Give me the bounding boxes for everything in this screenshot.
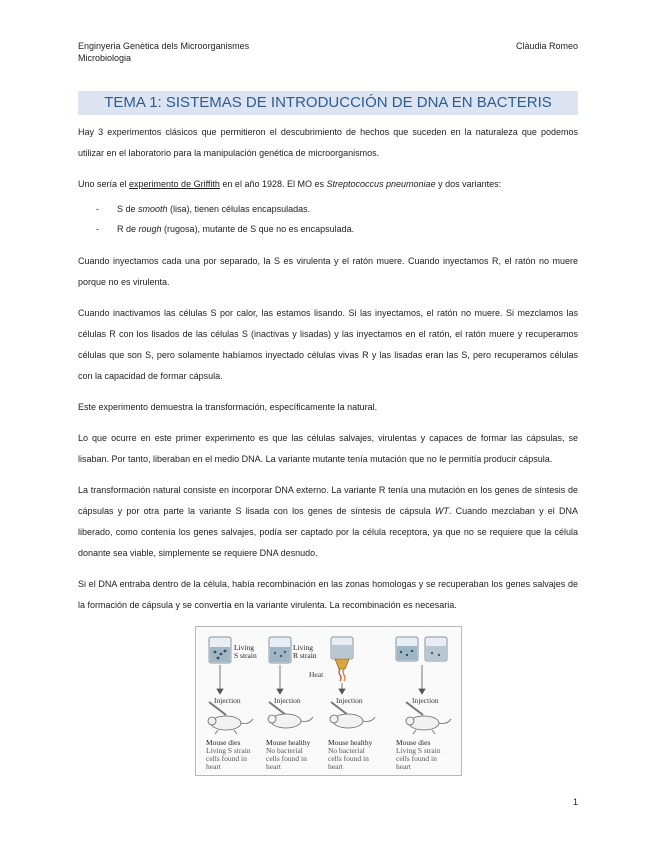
section-title: TEMA 1: SISTEMAS DE INTRODUCCIÓN DE DNA EN BACTERIS (78, 91, 578, 115)
paragraph-inactivation: Cuando inactivamos las células S por calor, las estamos lisando. Si las inyectamos, el ratón no muere. Si mezclamos las células R con los lisados de las células S (inactivas y lisadas) y las inyectamos en el ratón, el ratón muere y recuperamos células que son S, pero solamente habíamos inyectado células vivas R y las lisadas eran las S, pero recuperamos células con la capacidad de formar cápsula. (78, 308, 578, 381)
paragraph-text: en el año 1928. El MO es (219, 179, 327, 189)
paragraph-griffith (78, 174, 578, 195)
paragraph-lysis: Lo que ocurre en este primer experimento es que las células salvajes, virulentas y capaces de formar las cápsulas, se lisaban. Por tanto, liberaban en el medio DNA. La variante mutante tenía mutación que no le permitía producir cápsula. (78, 433, 578, 464)
beaker-heat-killed-s-icon (331, 637, 353, 681)
figure-label-s-strain (234, 644, 257, 660)
griffith-link[interactable]: experimento de Griffith (129, 179, 220, 189)
list-text: S de (117, 204, 139, 214)
list-text-italic: rough (138, 224, 162, 234)
paragraph-text: y dos variantes: (435, 179, 502, 189)
species-name: Streptococcus pneumoniae (326, 179, 436, 189)
list-text: (rugosa), mutante de S que no es encapsulada. (161, 224, 355, 234)
paragraph-text: La transformación natural consiste en incorporar DNA externo. La variante R tenía una mutación en los genes de síntesis de cápsulas y por otra parte la variante S lisada con los genes de síntesis de cápsula (78, 485, 578, 516)
result-outcome: Mouse dies (396, 738, 431, 747)
figure-label-r-strain (293, 644, 317, 660)
result-line: No bacterial (328, 746, 365, 755)
result-line: heart (266, 762, 281, 771)
beaker-mixture-icon (396, 637, 447, 661)
result-line: heart (396, 762, 411, 771)
result-line: heart (328, 762, 343, 771)
figure-label-line: Living (234, 643, 254, 652)
result-line: cells found in (266, 754, 307, 763)
figure-label-injection: Injection (412, 696, 439, 705)
figure-result (396, 739, 452, 771)
beaker-r-strain-icon (269, 637, 291, 663)
paragraph-conclusion: Este experimento demuestra la transformación, específicamente la natural. (78, 402, 378, 412)
result-line: No bacterial (266, 746, 303, 755)
figure-label-heat: Heat (309, 670, 324, 679)
figure-result (266, 739, 322, 771)
paragraph-transformation (78, 480, 578, 564)
page-number: 1 (572, 797, 578, 807)
paragraph-injection: Cuando inyectamos cada una por separado, la S es virulenta y el ratón muere. Cuando inyectamos R, el ratón no muere porque no es virulenta. (78, 256, 578, 287)
figure-label-line: Living (293, 643, 313, 652)
mouse-healthy-icon (268, 714, 313, 728)
mouse-healthy-icon (330, 714, 375, 728)
result-outcome: Mouse healthy (328, 738, 373, 747)
paragraph-recombination: Si el DNA entraba dentro de la célula, había recombinación en las zonas homologas y se recuperaban los genes salvajes de la formación de cápsula y se convertía en la variante virulenta. La recombinación es necesaria. (78, 579, 578, 610)
result-line: Living S strain (396, 746, 441, 755)
result-line: cells found in (206, 754, 247, 763)
paragraph-text-italic: WT (434, 506, 449, 516)
subject-name: Microbiologia (78, 53, 132, 63)
figure-result (328, 739, 384, 771)
figure-label-line: S strain (234, 651, 257, 660)
list-text: R de (117, 224, 139, 234)
figure-result (206, 739, 262, 771)
result-line: cells found in (328, 754, 369, 763)
variant-list (78, 199, 578, 239)
mouse-dead-icon (406, 716, 451, 734)
beaker-s-strain-icon (209, 637, 231, 663)
figure-label-line: R strain (293, 651, 317, 660)
result-outcome: Mouse healthy (266, 738, 311, 747)
griffith-experiment-figure (195, 626, 462, 776)
list-text: (lisa), tienen células encapsuladas. (167, 204, 311, 214)
paragraph-text: . Cuando mezclaban y el DNA liberado, como contenía los genes salvajes, podía ser captado por la célula receptora, ya que no se requiere que la célula donante sea viable, simplemente se requiere DNA desnudo. (78, 506, 578, 558)
author-name: Clàudia Romeo (515, 41, 578, 51)
syringe-icon (209, 702, 423, 715)
list-item (78, 199, 578, 219)
result-outcome: Mouse dies (206, 738, 241, 747)
figure-label-injection: Injection (214, 696, 241, 705)
list-item (78, 219, 578, 239)
result-line: cells found in (396, 754, 437, 763)
paragraph-text: Uno sería el (78, 179, 130, 189)
document-header-left (78, 40, 249, 64)
result-line: Living S strain (206, 746, 251, 755)
figure-label-injection: Injection (274, 696, 301, 705)
paragraph-intro: Hay 3 experimentos clásicos que permitieron el descubrimiento de hechos que suceden en la naturaleza que podemos utilizar en el laboratorio para la manipulación genética de microorganismos. (78, 127, 578, 158)
list-text-italic: smooth (138, 204, 168, 214)
figure-label-injection: Injection (336, 696, 363, 705)
mouse-dead-icon (208, 716, 253, 734)
course-name: Enginyeria Genètica dels Microorganismes (78, 41, 250, 51)
document-body (78, 122, 578, 626)
result-line: heart (206, 762, 221, 771)
